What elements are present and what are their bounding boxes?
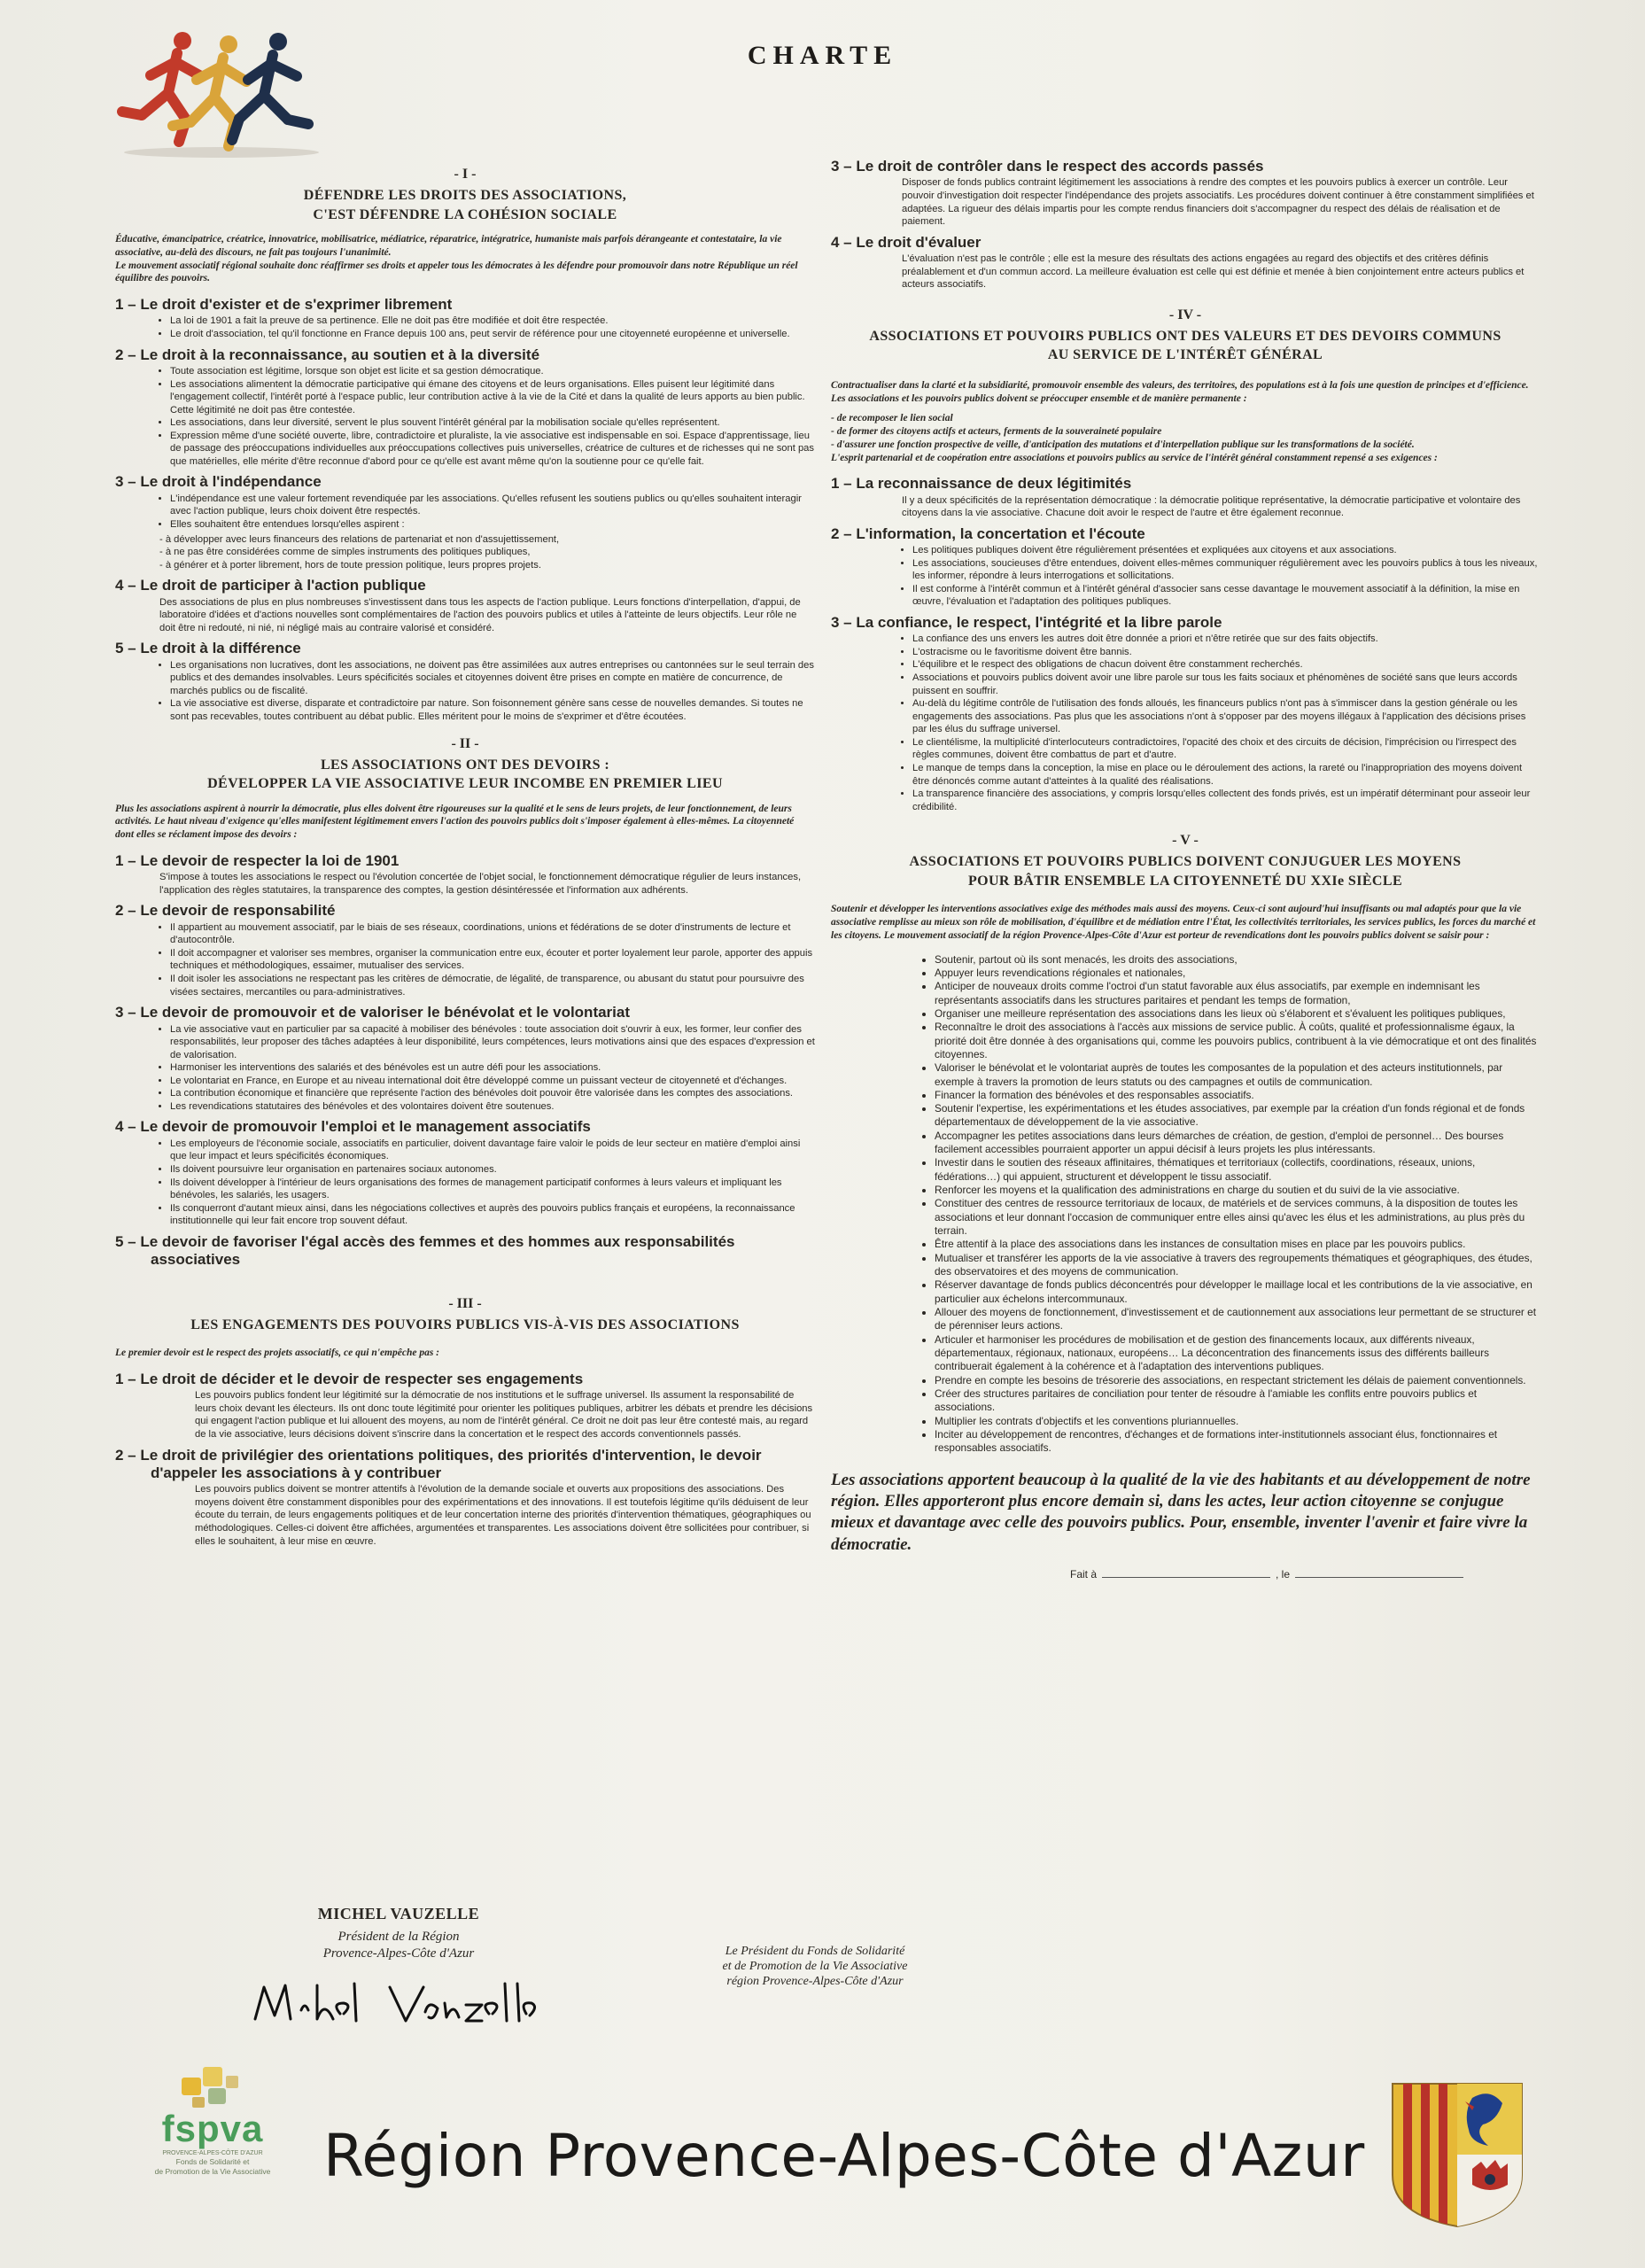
intro-paragraph: L'esprit partenarial et de coopération entre associations et pouvoirs publics au service de l'intérêt général constamment repensé a ses exigences : — [831, 452, 1438, 463]
section-intro — [115, 803, 815, 842]
section-title — [115, 756, 815, 794]
sub-item: - à développer avec leurs financeurs des relations de partenariat et non d'assujettissement, — [159, 533, 560, 545]
demand-item: • Créer des structures paritaires de conciliation pour tenter de résoudre à l'amiable les conflits entre pouvoirs publics et associations. — [935, 1387, 1540, 1415]
bullet-item: • Les politiques publiques doivent être régulièrement présentées et expliquées aux citoyens et aux associations. — [912, 544, 1540, 557]
section-intro — [115, 1347, 815, 1360]
bullet-item: • Associations et pouvoirs publics doivent avoir une libre parole sur tous les faits sociaux et phénomènes de société sans que leurs accords puissent en souffrir. — [912, 672, 1540, 697]
section-title — [115, 186, 815, 224]
bullet-item: • L'équilibre et le respect des obligations de chacun doivent être constamment recherchés. — [912, 658, 1540, 672]
right-column — [831, 152, 1540, 1893]
section-title-line: DÉFENDRE LES DROITS DES ASSOCIATIONS, — [303, 188, 627, 203]
left-column — [115, 161, 815, 1889]
section-number: - V - — [1172, 833, 1199, 849]
article-bullets — [159, 1023, 815, 1114]
demand-item: • Valoriser le bénévolat et le volontariat auprès de toutes les composantes de la population et des acteurs institutionnels, par exemple à travers la promotion de leurs statuts ou des campagnes et outils de communication. — [935, 1061, 1540, 1089]
article-bullets — [902, 633, 1540, 813]
article-heading: 5 – Le droit à la différence — [115, 640, 301, 657]
demand-item: • Renforcer les moyens et la qualification des administrations en charge du soutien et du suivi de la vie associative. — [935, 1184, 1540, 1197]
intro-paragraph: Le mouvement associatif régional souhaite donc réaffirmer ses droits et appeler tous les démocrates à les défendre pour promouvoir dans notre République un réel équilibre des pouvoirs. — [115, 260, 798, 284]
demand-item: • Réserver davantage de fonds publics déconcentrés pour développer le maillage local et les contributions de la vie associative, en particulier aux échelons intercommunaux. — [935, 1278, 1540, 1306]
demand-item: • Être attentif à la place des associations dans les instances de consultation mises en place par les pouvoirs publics. — [935, 1238, 1540, 1251]
section-title — [831, 852, 1540, 890]
handwritten-signature-icon — [248, 1975, 540, 2037]
region-name: Région Provence-Alpes-Côte d'Azur — [323, 2122, 1365, 2190]
bullet-item: • Les associations alimentent la démocratie participative qui émane des citoyens et de leurs organisations. Elles puisent leur légitimité dans l'engagement collectif, l'intérêt porté à l'espace public, leur contribution active à la vie de la Cité et dans la qualité de leurs apports au bien public. Cette légitimité ne doit pas être contestée. — [170, 378, 815, 417]
article-bullets — [902, 544, 1540, 609]
president-signature-block — [221, 1905, 576, 2037]
intro-paragraph: - d'assurer une fonction prospective de veille, d'anticipation des mutations et d'interpellation publique sur les transformations de la société. — [831, 439, 1415, 450]
intro-paragraph: Plus les associations aspirent à nourrir la démocratie, plus elles doivent être rigoureuses sur la qualité et le sens de leurs projets, de leur fonctionnement, de leurs activités. Le haut niveau d'exigence qu'elles manifestent légitimement envers l'action des pouvoirs publics doit s'imposer également à elles-mêmes. La citoyenneté dont elles se réclament impose des devoirs : — [115, 803, 795, 841]
article-body: Des associations de plus en plus nombreuses s'investissent dans tous les aspects de l'action publique. Leurs fonctions d'interpellation, d'appui, de laboratoire d'idées et d'actions nouvelles sont complémentaires de l'action des pouvoirs publics et utiles à l'atteinte de leurs objectifs. Leur rôle ne doit être ni redouté, ni nié, ni négligé mais au contraire valorisé et considéré. — [159, 596, 801, 633]
article-heading: 3 – La confiance, le respect, l'intégrité et la libre parole — [831, 613, 1222, 631]
bullet-item: • Il est conforme à l'intérêt commun et à l'intérêt général d'associer sans cesse davantage le mouvement associatif à la définition, la mise en œuvre, l'évaluation et l'adaptation des politiques publiques. — [912, 583, 1540, 609]
section-4 — [831, 307, 1540, 813]
article-bullets — [159, 659, 815, 724]
demand-item: • Soutenir l'expertise, les expérimentations et les études associatives, par exemple par la création d'un fonds régional et de fonds départementaux de développement de la vie associative. — [935, 1102, 1540, 1130]
bullet-item: • Le manque de temps dans la conception, la mise en place ou le déroulement des actions, la rareté ou l'inappropriation des moyens doivent être dénoncés comme autant d'atteintes à la qualité des réalisations. — [912, 762, 1540, 788]
fspva-logo-sub: PROVENCE-ALPES-CÔTE D'AZUR — [162, 2150, 263, 2156]
le-label: , le — [1276, 1567, 1291, 1581]
bullet-item: • La loi de 1901 a fait la preuve de sa pertinence. Elle ne doit pas être modifiée et doit être respectée. — [170, 315, 815, 328]
article-heading: 4 – Le devoir de promouvoir l'emploi et le management associatifs — [115, 1118, 591, 1136]
article-heading: 3 – Le droit de contrôler dans le respect des accords passés — [831, 158, 1264, 175]
fund-president-line: Le Président du Fonds de Solidarité — [725, 1945, 905, 1958]
demand-item: • Inciter au développement de rencontres, d'échanges et de formations inter-institutionnels associant élus, fonctionnaires et responsables associatifs. — [935, 1428, 1540, 1456]
article-bullets — [159, 1138, 815, 1228]
article-bullets — [159, 365, 815, 469]
bullet-item: • Le volontariat en France, en Europe et au niveau international doit être développé comme un puissant vecteur de citoyenneté et d'échanges. — [170, 1075, 815, 1088]
article-heading: 4 – Le droit de participer à l'action publique — [115, 577, 426, 594]
article-heading: 2 – Le droit de privilégier des orientations politiques, des priorités d'intervention, le devoir d'appeler les associations à y contribuer — [115, 1446, 762, 1481]
article-heading: 2 – Le devoir de responsabilité — [115, 902, 336, 920]
section-number: - I - — [454, 167, 477, 182]
demand-item: • Allouer des moyens de fonctionnement, d'investissement et de cautionnement aux associations leur permettant de se structurer et de pérenniser leurs actions. — [935, 1306, 1540, 1333]
fspva-logo — [133, 2060, 292, 2176]
fund-president-line: et de Promotion de la Vie Associative — [722, 1959, 908, 1973]
intro-paragraph: Soutenir et développer les interventions associatives exige des méthodes mais aussi des moyens. Ceux-ci sont aujourd'hui insuffisants ou mal adaptés pour que la vie associative remplisse au mieux son rôle de mobilisation, d'équilibre et de médiation entre l'État, les collectivités territoriales, les services publics, les forces du marché et les citoyens. Le mouvement associatif de la région Provence-Alpes-Côte d'Azur est porteur de revendications dont les pouvoirs publics doivent se saisir pour : — [831, 904, 1536, 941]
bullet-item: • Il appartient au mouvement associatif, par le biais de ses réseaux, coordinations, unions et fédérations de se doter d'instruments de lecture et d'autocontrôle. — [170, 921, 815, 947]
article-heading: 5 – Le devoir de favoriser l'égal accès des femmes et des hommes aux responsabilités associatives — [115, 1232, 735, 1269]
intro-paragraph: - de recomposer le lien social — [831, 413, 953, 424]
article-heading: 3 – Le devoir de promouvoir et de valoriser le bénévolat et le volontariat — [115, 1004, 631, 1021]
section-title-line: C'EST DÉFENDRE LA COHÉSION SOCIALE — [313, 206, 617, 222]
article-heading: 3 – Le droit à l'indépendance — [115, 473, 322, 491]
signatory-name: MICHEL VAUZELLE — [317, 1905, 480, 1922]
fspva-logo-sub: de Promotion de la Vie Associative — [154, 2166, 271, 2176]
bullet-item: • Les organisations non lucratives, dont les associations, ne doivent pas être assimilées aux autres entreprises ou cantonnées sur le seul terrain des publics et des demandes insolvables. Leurs spécificités sociales et citoyennes doivent être prises en compte en matière de concurrence, de marchés publics ou de fiscalité. — [170, 659, 815, 698]
intro-paragraph: Éducative, émancipatrice, créatrice, innovatrice, mobilisatrice, médiatrice, réparatrice, intégratrice, humaniste mais parfois dérangeante et contestataire, la vie associative, au-delà des discours, ne fait pas toujours l'unanimité. — [115, 234, 782, 258]
demand-item: • Mutualiser et transférer les apports de la vie associative à travers des regroupements thématiques et géographiques, des études, des observatoires et des moyens de communication. — [935, 1252, 1540, 1279]
date-blank — [1295, 1568, 1463, 1578]
section-title-line: LES ENGAGEMENTS DES POUVOIRS PUBLICS VIS-À-VIS DES ASSOCIATIONS — [190, 1317, 740, 1332]
section-intro — [115, 233, 815, 285]
article-heading: 4 – Le droit d'évaluer — [831, 233, 982, 251]
article-body: L'évaluation n'est pas le contrôle ; elle est la mesure des résultats des actions engagées au regard des objectifs et des critères définis préalablement et d'un commun accord. La meilleure évaluation est celle qui est définie et menée à bien conjointement entre acteurs publics et acteurs associatifs. — [902, 253, 1525, 291]
bullet-item: • Ils conquerront d'autant mieux ainsi, dans les négociations collectives et auprès des pouvoirs publics français et européens, la reconnaissance institutionnelle qui leur fait encore trop souvent défaut. — [170, 1202, 815, 1228]
bullet-item: • Ils doivent développer à l'intérieur de leurs organisations des formes de management participatif conformes à leurs valeurs et impliquant les bénévoles, les salariés, les usagers. — [170, 1177, 815, 1202]
intro-paragraph: Contractualiser dans la clarté et la subsidiarité, promouvoir ensemble des valeurs, des territoires, des populations est à la fois une question de principes et d'efficience. Les associations et les pouvoirs publics doivent se préoccuper ensemble et de manière permanente : — [831, 379, 1529, 404]
bullet-item: • Les associations, soucieuses d'être entendues, doivent elles-mêmes communiquer régulièrement avec les pouvoirs publics à tous les niveaux, les informer, répondre à leurs interrogations et sollicitations. — [912, 557, 1540, 583]
bullet-item: • Les associations, dans leur diversité, servent le plus souvent l'intérêt général par la mobilisation sociale qu'elles représentent. — [170, 416, 815, 430]
bullet-item: • Il doit isoler les associations ne respectant pas les critères de démocratie, de légalité, de transparence, ou abusant du statut pour poursuivre des visées sectaires, mercantiles ou para-administratives. — [170, 973, 815, 998]
article-heading: 1 – Le droit d'exister et de s'exprimer librement — [115, 296, 453, 314]
region-coat-of-arms-icon — [1391, 2082, 1524, 2228]
demand-item: • Organiser une meilleure représentation des associations dans les lieux où s'élaborent et s'évaluent les politiques publiques, — [935, 1007, 1540, 1021]
section-title-line: ASSOCIATIONS ET POUVOIRS PUBLICS DOIVENT CONJUGUER LES MOYENS — [909, 854, 1462, 870]
demands-list — [924, 953, 1540, 1456]
bullet-item: • L'indépendance est une valeur fortement revendiquée par les associations. Qu'elles refusent les soutiens publics ou qu'elles souhaitent interagir avec l'action publique, leurs choix doivent être respectés. — [170, 493, 815, 518]
demand-item: • Financer la formation des bénévoles et des responsables associatifs. — [935, 1089, 1540, 1102]
section-title-line: LES ASSOCIATIONS ONT DES DEVOIRS : — [320, 757, 610, 773]
article-heading: 1 – Le devoir de respecter la loi de 1901 — [115, 851, 400, 869]
fund-president-line: région Provence-Alpes-Côte d'Azur — [726, 1974, 904, 1988]
article-sublist — [159, 533, 815, 572]
bullet-item: • Au-delà du légitime contrôle de l'utilisation des fonds alloués, les financeurs publics n'ont pas à s'immiscer dans la gestion générale ou les engagements des associations. Pas plus que les associations n'ont à s'opposer par des moyens illégaux à l'application des décisions prises par les élus du suffrage universel. — [912, 697, 1540, 736]
bullet-item: • La vie associative est diverse, disparate et contradictoire par nature. Son foisonnement génère sans cesse de nouvelles demandes. Si toutes ne sont pas recevables, toutes contribuent au débat public. Elles méritent pour le moins de s'exprimer et d'être écoutées. — [170, 697, 815, 723]
bullet-item: • Harmoniser les interventions des salariés et des bénévoles est un autre défi pour les associations. — [170, 1061, 815, 1075]
article-body: Les pouvoirs publics fondent leur légitimité sur la démocratie de nos institutions et le suffrage universel. Ils assument la responsabilité de leurs choix devant les électeurs. Ils ont donc toute légitimité pour orienter les politiques publiques, arbitrer les débats et prendre les décisions qui engagent l'action publique et lui allouent des moyens, au nom de l'intérêt général. Ce droit ne doit pas leur être contesté mais, au regard de la vie associative, leurs décisions doivent s'inscrire dans la concertation et le respect des accords conventionnels passés. — [195, 1390, 813, 1440]
bullet-item: • L'ostracisme ou le favoritisme doivent être bannis. — [912, 646, 1540, 659]
bullet-item: • Les revendications statutaires des bénévoles et des volontaires doivent être soutenues. — [170, 1100, 815, 1114]
section-title-line: DÉVELOPPER LA VIE ASSOCIATIVE LEUR INCOMBE EN PREMIER LIEU — [207, 776, 723, 792]
demand-item: • Investir dans le soutien des réseaux affinitaires, thématiques et territoriaux (collectifs, coordinations, réseaux, unions, fédérations…) qui appuient, structurent et développent le tissu associatif. — [935, 1156, 1540, 1184]
bullet-item: • La vie associative vaut en particulier par sa capacité à mobiliser des bénévoles : toute association doit s'ouvrir à eux, les former, leur confier des responsabilités, leur proposer des tâches adaptées à leur disponibilité, leurs compétences, leurs motivations ainsi que des espaces d'expression et de valorisation. — [170, 1023, 815, 1062]
bullet-item: • Les employeurs de l'économie sociale, associatifs en particulier, doivent davantage faire valoir le poids de leur secteur en matière d'emploi ainsi que leur impact et leurs spécificités économiques. — [170, 1138, 815, 1163]
article-heading: 1 – Le droit de décider et le devoir de respecter ses engagements — [115, 1370, 584, 1387]
bullet-item: • Le droit d'association, tel qu'il fonctionne en France depuis 100 ans, peut servir de référence pour une citoyenneté européenne et universelle. — [170, 328, 815, 341]
demand-item: • Appuyer leurs revendications régionales et nationales, — [935, 967, 1540, 980]
section-number: - III - — [448, 1295, 482, 1311]
demand-item: • Articuler et harmoniser les procédures de mobilisation et de gestion des financements locaux, aux différents niveaux, départementaux, régionaux, nationaux, européens… La déconcentration des financements issus des différents bailleurs contribuerait également à la cohérence et à l'adaptation des interventions publiques. — [935, 1333, 1540, 1374]
section-title-line: ASSOCIATIONS ET POUVOIRS PUBLICS ONT DES VALEURS ET DES DEVOIRS COMMUNS — [869, 328, 1501, 344]
article-bullets — [159, 315, 815, 340]
section-5 — [831, 833, 1540, 1581]
article-heading: 2 – Le droit à la reconnaissance, au soutien et à la diversité — [115, 346, 540, 363]
bullet-item: • Elles souhaitent être entendues lorsqu'elles aspirent : — [170, 518, 815, 532]
section-2 — [115, 736, 815, 1270]
section-number: - IV - — [1168, 307, 1202, 322]
article-body: Disposer de fonds publics contraint légitimement les associations à rendre des comptes et les pouvoirs publics à exercer un contrôle. Leur pouvoir d'investigation doit respecter l'indépendance des projets associatifs. Les procédures doivent continuer à être constamment simplifiées et adaptées. La rigueur des délais impartis pour les compte rendus financiers doit s'accompagner du respect des délais de réalisation et de paiement. — [902, 177, 1534, 228]
fspva-logo-sub: Fonds de Solidarité et — [175, 2157, 250, 2167]
bullet-item: • Toute association est légitime, lorsque son objet est licite et sa gestion démocratique. — [170, 365, 815, 378]
section-title-line: POUR BÂTIR ENSEMBLE LA CITOYENNETÉ DU XXIe SIÈCLE — [967, 873, 1403, 889]
signatory-role: Président de la Région — [338, 1930, 460, 1944]
place-blank — [1102, 1568, 1270, 1578]
fspva-logo-text: fspva — [161, 2108, 264, 2149]
article-body: S'impose à toutes les associations le respect ou l'évolution concertée de l'objet social, le fonctionnement démocratique régulier de leurs instances, l'application des règles statutaires, la transparence des comptes, la gestion désintéressée et l'information aux adhérents. — [159, 872, 802, 896]
conclusion-text: Les associations apportent beaucoup à la qualité de la vie des habitants et au développement de notre région. Elles apporteront plus encore demain si, dans les actes, leur action citoyenne se conjugue mieux et davantage avec celle des pouvoirs publics. Pour, ensemble, inventer l'avenir et faire vivre la démocratie. — [831, 1470, 1531, 1554]
demand-item: • Constituer des centres de ressource territoriaux de locaux, de matériels et de services communs, à la disposition de toutes les associations et leur donnant l'occasion de communiquer entre elles ainsi qu'avec les élus et les administrations, au plus près du terrain. — [935, 1197, 1540, 1238]
article-heading: 1 – La reconnaissance de deux légitimités — [831, 475, 1132, 493]
article-bullets — [159, 493, 815, 532]
fund-president-block — [638, 1945, 992, 1989]
bullet-item: • Le clientélisme, la multiplicité d'interlocuteurs contradictoires, l'opacité des choix et des circuits de décision, l'imprécision ou l'irrespect des règles communes, doivent être combattus de part et d'autre. — [912, 736, 1540, 762]
signature-date-line — [1070, 1568, 1540, 1581]
bullet-item: • La contribution économique et financière que représente l'action des bénévoles doit pouvoir être valorisée dans les comptes des associations. — [170, 1087, 815, 1100]
article-body: Il y a deux spécificités de la représentation démocratique : la démocratie politique représentative, la démocratie participative et volontaire des citoyens dans la vie associative. Chacune doit avoir le respect de l'autre et être également reconnue. — [902, 494, 1521, 519]
article-heading: 2 – L'information, la concertation et l'écoute — [831, 524, 1145, 542]
signatory-region: Provence-Alpes-Côte d'Azur — [322, 1946, 475, 1961]
section-1 — [115, 167, 815, 724]
page-title: CHARTE — [747, 41, 898, 70]
section-3 — [115, 1296, 815, 1549]
demand-item: • Prendre en compte les besoins de trésorerie des associations, en respectant strictement les délais de paiement conventionnels. — [935, 1374, 1540, 1387]
bullet-item: • Ils doivent poursuivre leur organisation en partenaires sociaux autonomes. — [170, 1163, 815, 1177]
fait-a-label: Fait à — [1070, 1567, 1098, 1581]
section-title-line: AU SERVICE DE L'INTÉRÊT GÉNÉRAL — [1047, 347, 1323, 363]
demand-item: • Reconnaître le droit des associations à l'accès aux missions de service public. À coûts, qualité et professionnalisme égaux, la priorité doit être donnée à des organisations qui, comme les pouvoirs publics, contribuent à la vie démocratique et ont des finalités citoyennes. — [935, 1021, 1540, 1061]
section-intro — [831, 903, 1540, 942]
article-bullets — [159, 921, 815, 998]
intro-paragraph: - de former des citoyens actifs et acteurs, ferments de la souveraineté populaire — [831, 426, 1162, 438]
section-title — [115, 1316, 815, 1335]
bullet-item: • La confiance des uns envers les autres doit être donnée a priori et n'être retirée que sur des faits objectifs. — [912, 633, 1540, 646]
section-intro — [831, 379, 1540, 464]
sub-item: - à générer et à porter librement, hors de toute pression politique, leurs propres projets. — [159, 559, 541, 571]
section-title — [831, 327, 1540, 365]
intro-paragraph: Le premier devoir est le respect des projets associatifs, ce qui n'empêche pas : — [115, 1348, 440, 1359]
demand-item: • Anticiper de nouveaux droits comme l'octroi d'un statut favorable aux élus associatifs, par exemple en indemnisant les représentants associatifs dans les structures paritaires et pendant les temps de formation, — [935, 980, 1540, 1007]
puzzle-pieces-icon — [173, 2060, 252, 2113]
bullet-item: • Expression même d'une société ouverte, libre, contradictoire et pluraliste, la vie associative est indispensable en soi. Espace d'apprentissage, lieu de passage des préoccupations individuelles aux préoccupations collectives puis universelles, créatrice de cultures et de richesses qui ne sont pas que matérielles, elle mérite d'être reconnue d'abord pour ce qu'elle est avant même qu'on la soutienne pour ce qu'elle fait. — [170, 430, 815, 469]
bullet-item: • Il doit accompagner et valoriser ses membres, organiser la communication entre eux, écouter et porter loyalement leur parole, apporter des appuis techniques et méthodologiques, essaimer, mutualiser des services. — [170, 947, 815, 973]
demand-item: • Soutenir, partout où ils sont menacés, les droits des associations, — [935, 953, 1540, 967]
demand-item: • Accompagner les petites associations dans leurs démarches de création, de gestion, d'emploi de personnel… Des bourses facilement accessibles pourraient apporter un appui décisif à leurs projets les plus intéressants. — [935, 1130, 1540, 1157]
bullet-item: • La transparence financière des associations, y compris lorsqu'elles collectent des fonds privés, est un impératif déterminant pour asseoir leur crédibilité. — [912, 788, 1540, 813]
article-body: Les pouvoirs publics doivent se montrer attentifs à l'évolution de la demande sociale et ouverts aux propositions des associations. Des moyens doivent être constamment disponibles pour des expérimentations et des innovations. Il est toutefois légitime qu'ils déduisent de leur écoute du terrain, de leurs engagements politiques et de leur concertation interne des priorités d'intervention thématiques, géographiques ou méthodologiques. Celles-ci doivent être affichées, argumentées et transparentes. Les associations doivent être sollicitées pour contribuer, si elles le souhaitent, à leur mise en œuvre. — [195, 1484, 811, 1547]
sub-item: - à ne pas être considérées comme de simples instruments des politiques publiques, — [159, 547, 531, 558]
demand-item: • Multiplier les contrats d'objectifs et les conventions pluriannuelles. — [935, 1415, 1540, 1428]
section-number: - II - — [451, 735, 479, 751]
